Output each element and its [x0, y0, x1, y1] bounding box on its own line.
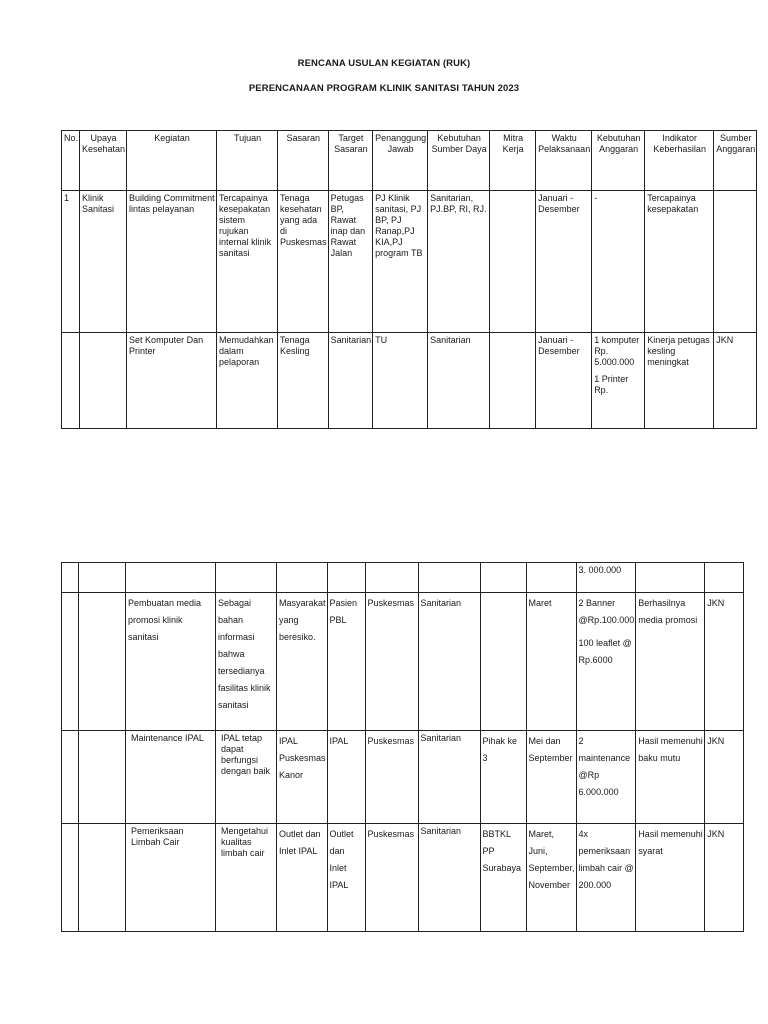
cell-sasaran: IPAL Puskesmas Kanor: [277, 731, 328, 824]
cell-waktu: Januari - Desember: [536, 191, 592, 333]
cell-upaya: [79, 593, 126, 731]
cell-penanggung-jawab: Puskesmas: [365, 731, 418, 824]
anggaran-line: 1 Printer Rp.: [594, 374, 629, 395]
cell-mitra-kerja: [480, 563, 526, 593]
cell-no: 1: [62, 191, 80, 333]
cell-kebutuhan-sumber-daya: Sanitarian: [418, 824, 480, 932]
cell-penanggung-jawab: Puskesmas: [365, 824, 418, 932]
cell-sumber-anggaran: JKN: [705, 731, 744, 824]
cell-sasaran: Tenaga Kesling: [278, 333, 329, 429]
cell-indikator: Tercapainya kesepakatan: [645, 191, 714, 333]
cell-kebutuhan-anggaran: 2 maintenance @Rp 6.000.000: [576, 731, 636, 824]
cell-kebutuhan-sumber-daya: [418, 563, 480, 593]
cell-waktu: Maret, Juni, September, November: [526, 824, 576, 932]
header-tujuan: Tujuan: [217, 131, 278, 191]
cell-kegiatan: Building Commitment lintas pelayanan: [127, 191, 217, 333]
cell-indikator: Berhasilnya media promosi: [636, 593, 705, 731]
cell-kebutuhan-anggaran: 3. 000.000: [576, 563, 636, 593]
cell-mitra-kerja: Pihak ke 3: [480, 731, 526, 824]
anggaran-line: 2 Banner @Rp.100.000: [578, 598, 635, 625]
cell-kegiatan: Maintenance IPAL: [126, 731, 216, 824]
cell-no: [62, 563, 79, 593]
cell-no: [62, 593, 79, 731]
cell-kebutuhan-sumber-daya: Sanitarian: [428, 333, 490, 429]
anggaran-line: -: [594, 193, 598, 203]
cell-kegiatan: [126, 563, 216, 593]
header-penanggung-jawab: Penanggung Jawab: [373, 131, 428, 191]
cell-penanggung-jawab: [365, 563, 418, 593]
document-title: RENCANA USULAN KEGIATAN (RUK): [297, 58, 471, 69]
cell-waktu: Mei dan September: [526, 731, 576, 824]
cell-penanggung-jawab: Puskesmas: [365, 593, 418, 731]
cell-kebutuhan-sumber-daya: Sanitarian, PJ.BP, RI, RJ.: [428, 191, 490, 333]
anggaran-line: 100 leaflet @ Rp.6000: [578, 638, 632, 665]
cell-kebutuhan-anggaran: [576, 593, 636, 731]
cell-indikator: Hasil memenuhi syarat: [636, 824, 705, 932]
ruk-table-part2: [61, 562, 744, 932]
document-subtitle: PERENCANAAN PROGRAM KLINIK SANITASI TAHUN 2023: [248, 83, 520, 94]
cell-mitra-kerja: BBTKL PP Surabaya: [480, 824, 526, 932]
cell-mitra-kerja: [490, 191, 536, 333]
cell-sasaran: [277, 563, 328, 593]
table-header-row: [62, 131, 757, 191]
table-row: [62, 824, 744, 932]
cell-mitra-kerja: [490, 333, 536, 429]
cell-penanggung-jawab: TU: [373, 333, 428, 429]
cell-kebutuhan-anggaran: [592, 191, 645, 333]
cell-target: [327, 563, 365, 593]
cell-indikator: Kinerja petugas kesling meningkat: [645, 333, 714, 429]
table-row: [62, 563, 744, 593]
header-target: Target Sasaran: [328, 131, 373, 191]
cell-kebutuhan-anggaran: [592, 333, 645, 429]
cell-no: [62, 333, 80, 429]
cell-tujuan: [216, 563, 277, 593]
cell-upaya: Klinik Sanitasi: [80, 191, 127, 333]
cell-sasaran: Outlet dan Inlet IPAL: [277, 824, 328, 932]
cell-waktu: [526, 563, 576, 593]
cell-tujuan: Memudahkan dalam pelaporan: [217, 333, 278, 429]
cell-upaya: [79, 731, 126, 824]
cell-upaya: [79, 824, 126, 932]
cell-tujuan: Mengetahui kualitas limbah cair: [216, 824, 277, 932]
cell-upaya: [80, 333, 127, 429]
cell-indikator: Hasil memenuhi baku mutu: [636, 731, 705, 824]
header-upaya: Upaya Kesehatan: [80, 131, 127, 191]
header-waktu: Waktu Pelaksanaan: [536, 131, 592, 191]
table-row: [62, 731, 744, 824]
header-kebutuhan-sumber-daya: Kebutuhan Sumber Daya: [428, 131, 490, 191]
header-mitra-kerja: Mitra Kerja: [490, 131, 536, 191]
cell-upaya: [79, 563, 126, 593]
table-row: [62, 191, 757, 333]
cell-sasaran: Masyarakat yang beresiko.: [277, 593, 328, 731]
cell-waktu: Maret: [526, 593, 576, 731]
cell-sumber-anggaran: JKN: [705, 593, 744, 731]
table-row: [62, 593, 744, 731]
cell-sumber-anggaran: [714, 191, 757, 333]
header-kegiatan: Kegiatan: [127, 131, 217, 191]
cell-target: Sanitarian: [328, 333, 373, 429]
cell-target: Pasien PBL: [327, 593, 365, 731]
cell-sumber-anggaran: JKN: [714, 333, 757, 429]
header-no: No.: [62, 131, 80, 191]
table-row: [62, 333, 757, 429]
header-sumber-anggaran: Sumber Anggaran: [714, 131, 757, 191]
header-sasaran: Sasaran: [278, 131, 329, 191]
cell-no: [62, 731, 79, 824]
header-kebutuhan-anggaran: Kebutuhan Anggaran: [592, 131, 645, 191]
ruk-table-part1: [61, 130, 757, 429]
header-indikator: Indikator Keberhasilan: [645, 131, 714, 191]
anggaran-line: 1 komputer Rp. 5.000.000: [594, 335, 640, 367]
cell-waktu: Januari - Desember: [536, 333, 592, 429]
cell-tujuan: Sebagai bahan informasi bahwa tersedianya fasilitas klinik sanitasi: [216, 593, 277, 731]
cell-tujuan: Tercapainya kesepakatan sistem rujukan internal klinik sanitasi: [217, 191, 278, 333]
cell-target: Petugas BP, Rawat inap dan Rawat Jalan: [328, 191, 373, 333]
cell-penanggung-jawab: PJ Klinik sanitasi, PJ BP, PJ Ranap,PJ KIA,PJ program TB: [373, 191, 428, 333]
cell-sumber-anggaran: JKN: [705, 824, 744, 932]
cell-kebutuhan-sumber-daya: Sanitarian: [418, 593, 480, 731]
cell-target: IPAL: [327, 731, 365, 824]
cell-sumber-anggaran: [705, 563, 744, 593]
cell-kebutuhan-anggaran: 4x pemeriksaan limbah cair @ 200.000: [576, 824, 636, 932]
cell-kegiatan: Pembuatan media promosi klinik sanitasi: [126, 593, 216, 731]
cell-target: Outlet dan Inlet IPAL: [327, 824, 365, 932]
cell-mitra-kerja: [480, 593, 526, 731]
cell-kegiatan: Pemeriksaan Limbah Cair: [126, 824, 216, 932]
cell-no: [62, 824, 79, 932]
cell-sasaran: Tenaga kesehatan yang ada di Puskesmas: [278, 191, 329, 333]
cell-tujuan: IPAL tetap dapat berfungsi dengan baik: [216, 731, 277, 824]
cell-indikator: [636, 563, 705, 593]
cell-kebutuhan-sumber-daya: Sanitarian: [418, 731, 480, 824]
cell-kegiatan: Set Komputer Dan Printer: [127, 333, 217, 429]
